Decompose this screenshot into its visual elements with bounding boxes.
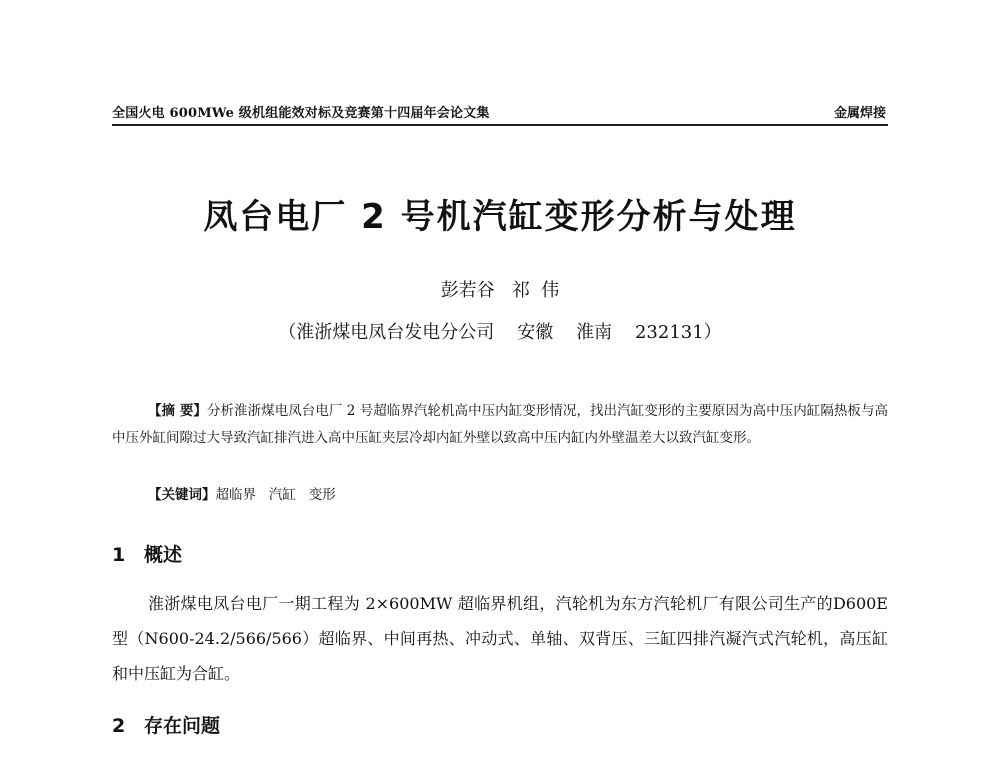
section-heading-overview [112, 540, 182, 567]
abstract-label: 【摘 要】 [148, 403, 207, 419]
abstract-text: 分析淮浙煤电凤台电厂 2 号超临界汽轮机高中压内缸变形情况，找出汽缸变形的主要原因为高中压内缸隔热板与高中压外缸间隙过大导致汽缸排汽进入高中压缸夹层冷却内缸外壁以致高中压内缸内外壁温差大以致汽缸变形。 [112, 403, 889, 446]
section-heading-problems [112, 711, 220, 738]
affiliation: （淮浙煤电凤台发电分公司 安徽 淮南 232131） [278, 322, 722, 343]
overview-paragraph: 淮浙煤电凤台电厂一期工程为 2×600MW 超临界机组，汽轮机为东方汽轮机厂有限公司生产的D600E 型（N600-24.2/566/566）超临界、中间再热、冲动式、单轴、双背压、三缸四排汽凝汽式汽轮机，高压缸和中压缸为合缸。 [112, 594, 888, 683]
abstract [112, 398, 888, 451]
authors: 彭若谷 祁 伟 [440, 280, 560, 301]
section-number: 2 [112, 715, 126, 737]
section-title: 概述 [144, 544, 183, 566]
paper-title: 凤台电厂 2 号机汽缸变形分析与处理 [203, 197, 797, 237]
section-title: 存在问题 [144, 715, 221, 737]
proceedings-title: 全国火电 600MWe 级机组能效对标及竞赛第十四届年会论文集 [112, 106, 490, 121]
keywords-label: 【关键词】 [148, 487, 216, 503]
keywords [148, 484, 336, 506]
keywords-text: 超临界 汽缸 变形 [215, 487, 336, 503]
running-header [112, 100, 888, 126]
section-number: 1 [112, 544, 126, 566]
section-category: 金属焊接 [833, 106, 886, 121]
